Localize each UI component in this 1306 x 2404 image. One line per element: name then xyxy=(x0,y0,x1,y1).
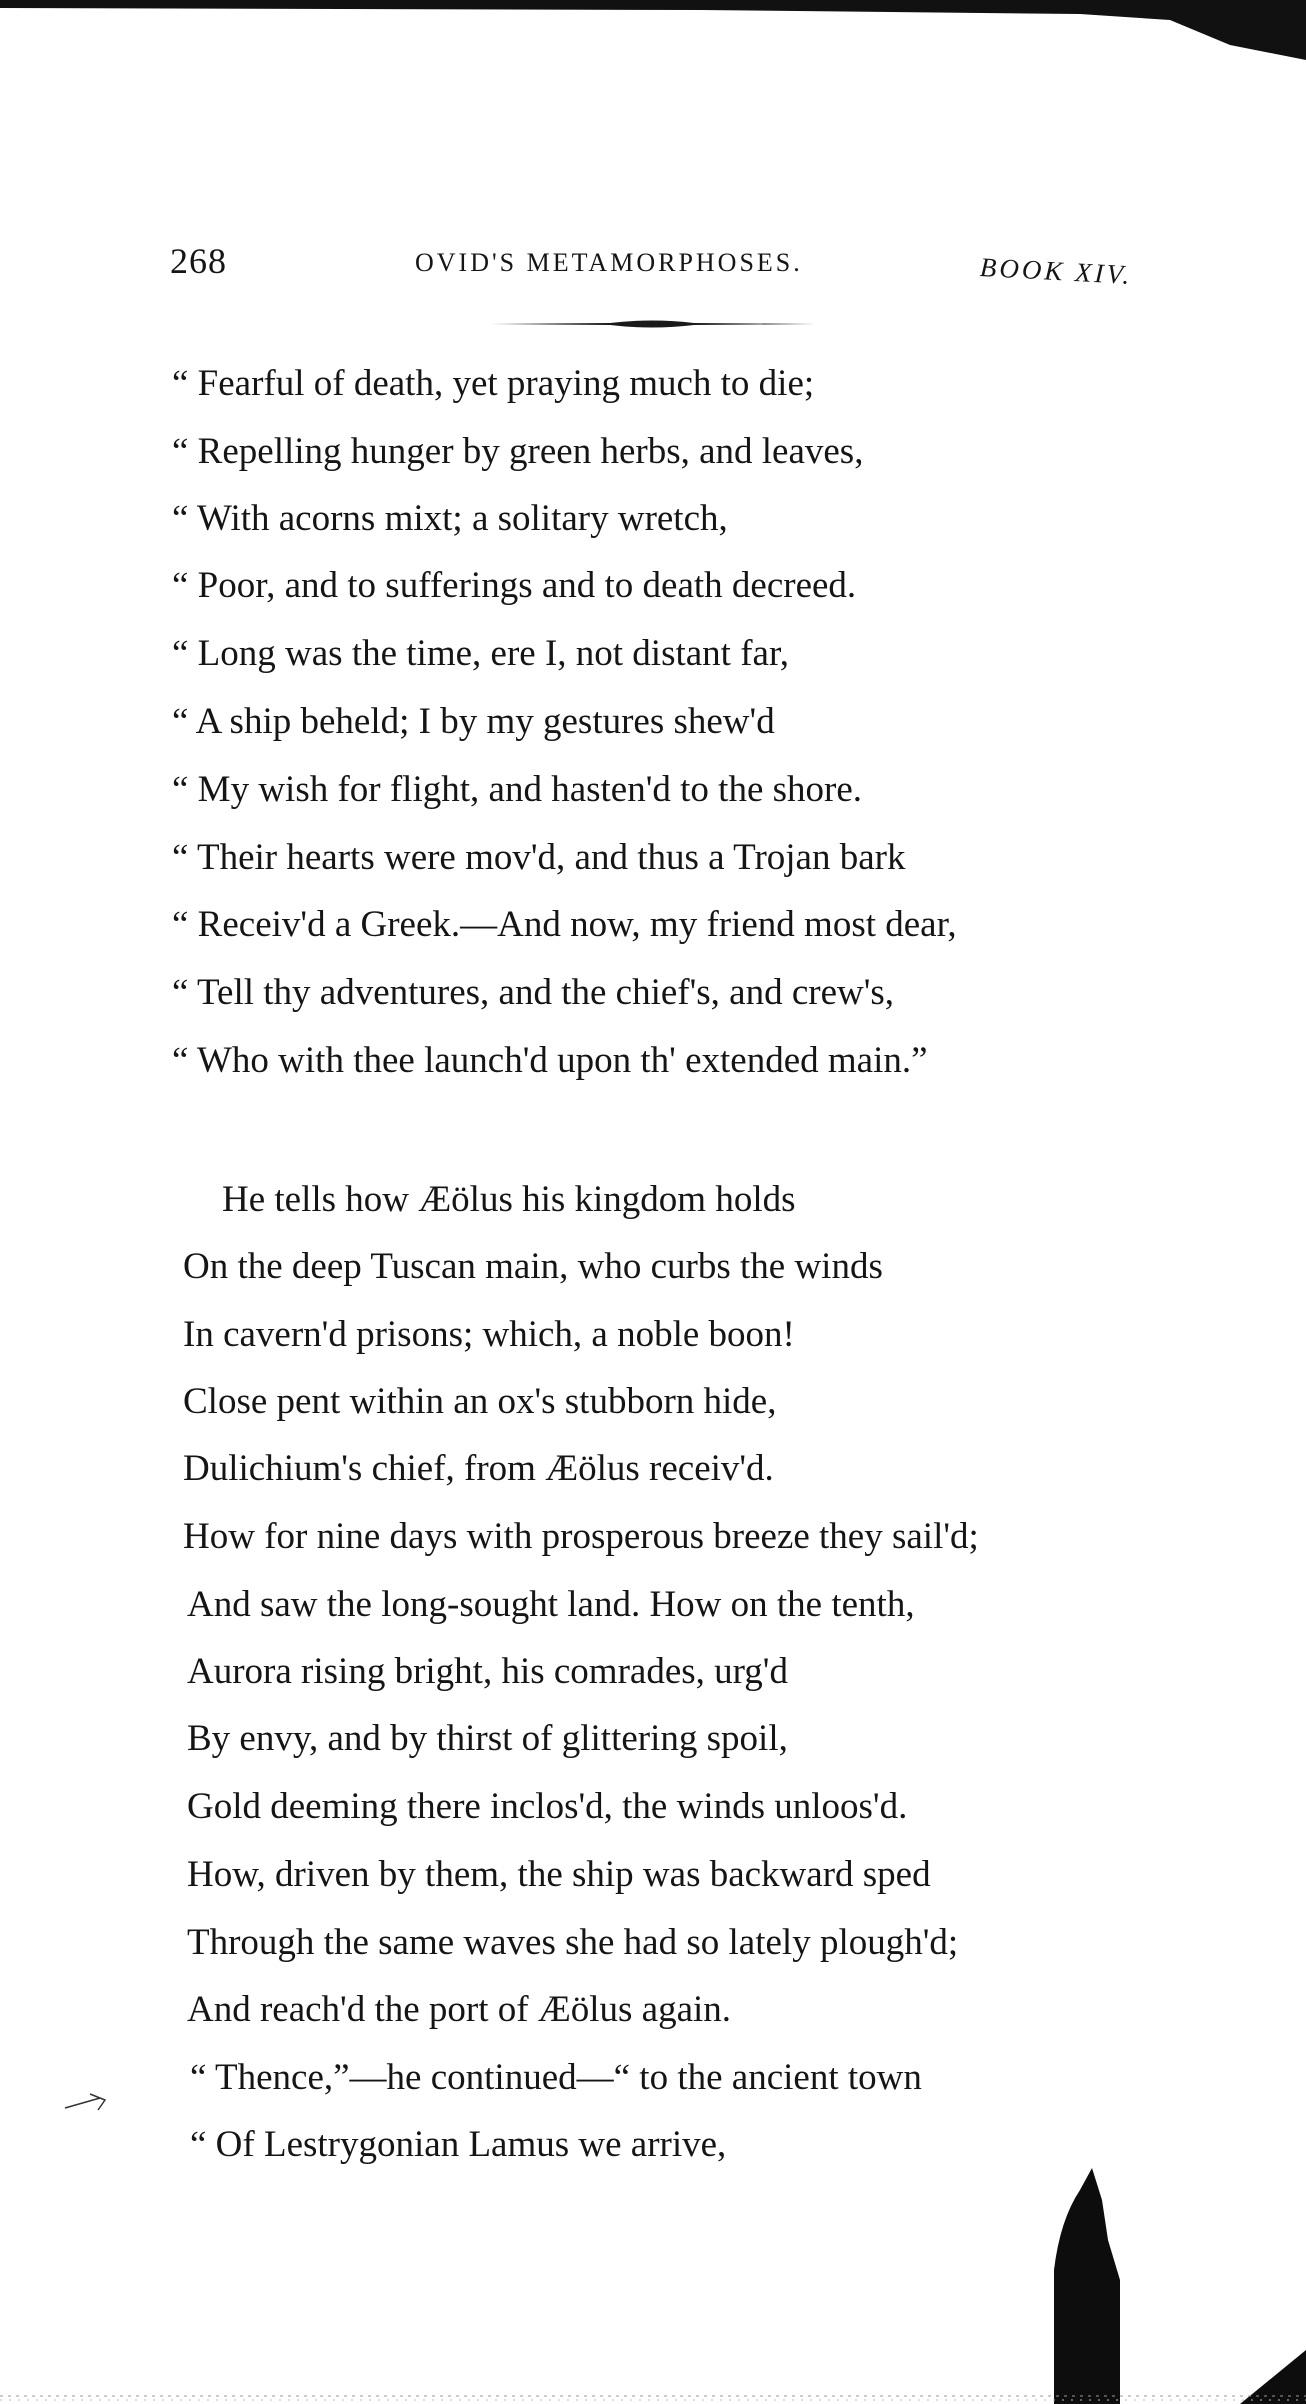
page-number: 268 xyxy=(170,241,227,281)
verse-line: “ A ship beheld; I by my gestures shew'd xyxy=(172,701,775,742)
verse-line: “ Repelling hunger by green herbs, and leaves, xyxy=(172,431,864,472)
verse-line: Dulichium's chief, from Æölus receiv'd. xyxy=(183,1448,774,1489)
verse-line: “ Receiv'd a Greek.—And now, my friend most dear, xyxy=(172,904,957,945)
verse-line: How, driven by them, the ship was backward sped xyxy=(187,1854,931,1895)
scan-shadow-bottom-right xyxy=(1040,2160,1306,2404)
verse-line: Through the same waves she had so lately plough'd; xyxy=(187,1922,959,1963)
verse-line: By envy, and by thirst of glittering spoil, xyxy=(187,1718,788,1759)
verse-line: On the deep Tuscan main, who curbs the winds xyxy=(183,1246,883,1287)
verse-line: Gold deeming there inclos'd, the winds unloos'd. xyxy=(187,1786,908,1827)
running-title: OVID'S METAMORPHOSES. xyxy=(415,248,803,277)
stray-mark xyxy=(60,2080,140,2120)
verse-line: “ Fearful of death, yet praying much to die; xyxy=(172,363,815,404)
book-label: BOOK XIV. xyxy=(979,252,1134,290)
header-rule xyxy=(490,318,815,330)
verse-line: “ My wish for flight, and hasten'd to the shore. xyxy=(172,769,863,810)
scan-edge-bottom xyxy=(0,2370,1306,2404)
verse-line: How for nine days with prosperous breeze they sail'd; xyxy=(183,1516,979,1557)
verse-line: Aurora rising bright, his comrades, urg'd xyxy=(187,1651,788,1692)
verse-line: “ With acorns mixt; a solitary wretch, xyxy=(172,498,728,539)
verse-line: “ Tell thy adventures, and the chief's, and crew's, xyxy=(172,972,895,1013)
scan-edge-top xyxy=(0,0,1306,60)
verse-line: And reach'd the port of Æölus again. xyxy=(187,1989,732,2030)
verse-line: “ Who with thee launch'd upon th' extended main.” xyxy=(172,1040,928,1081)
verse-line: In cavern'd prisons; which, a noble boon! xyxy=(183,1314,795,1355)
verse-line: “ Of Lestrygonian Lamus we arrive, xyxy=(190,2124,727,2165)
verse-line: Close pent within an ox's stubborn hide, xyxy=(183,1381,777,1422)
verse-line: “ Thence,”—he continued—“ to the ancient town xyxy=(190,2057,922,2098)
verse-line: “ Long was the time, ere I, not distant far, xyxy=(172,633,790,674)
verse-line: And saw the long-sought land. How on the tenth, xyxy=(187,1584,915,1625)
verse-line: “ Poor, and to sufferings and to death decreed. xyxy=(172,565,857,606)
verse-line: “ Their hearts were mov'd, and thus a Trojan bark xyxy=(172,837,906,878)
verse-line: He tells how Æölus his kingdom holds xyxy=(222,1179,796,1220)
